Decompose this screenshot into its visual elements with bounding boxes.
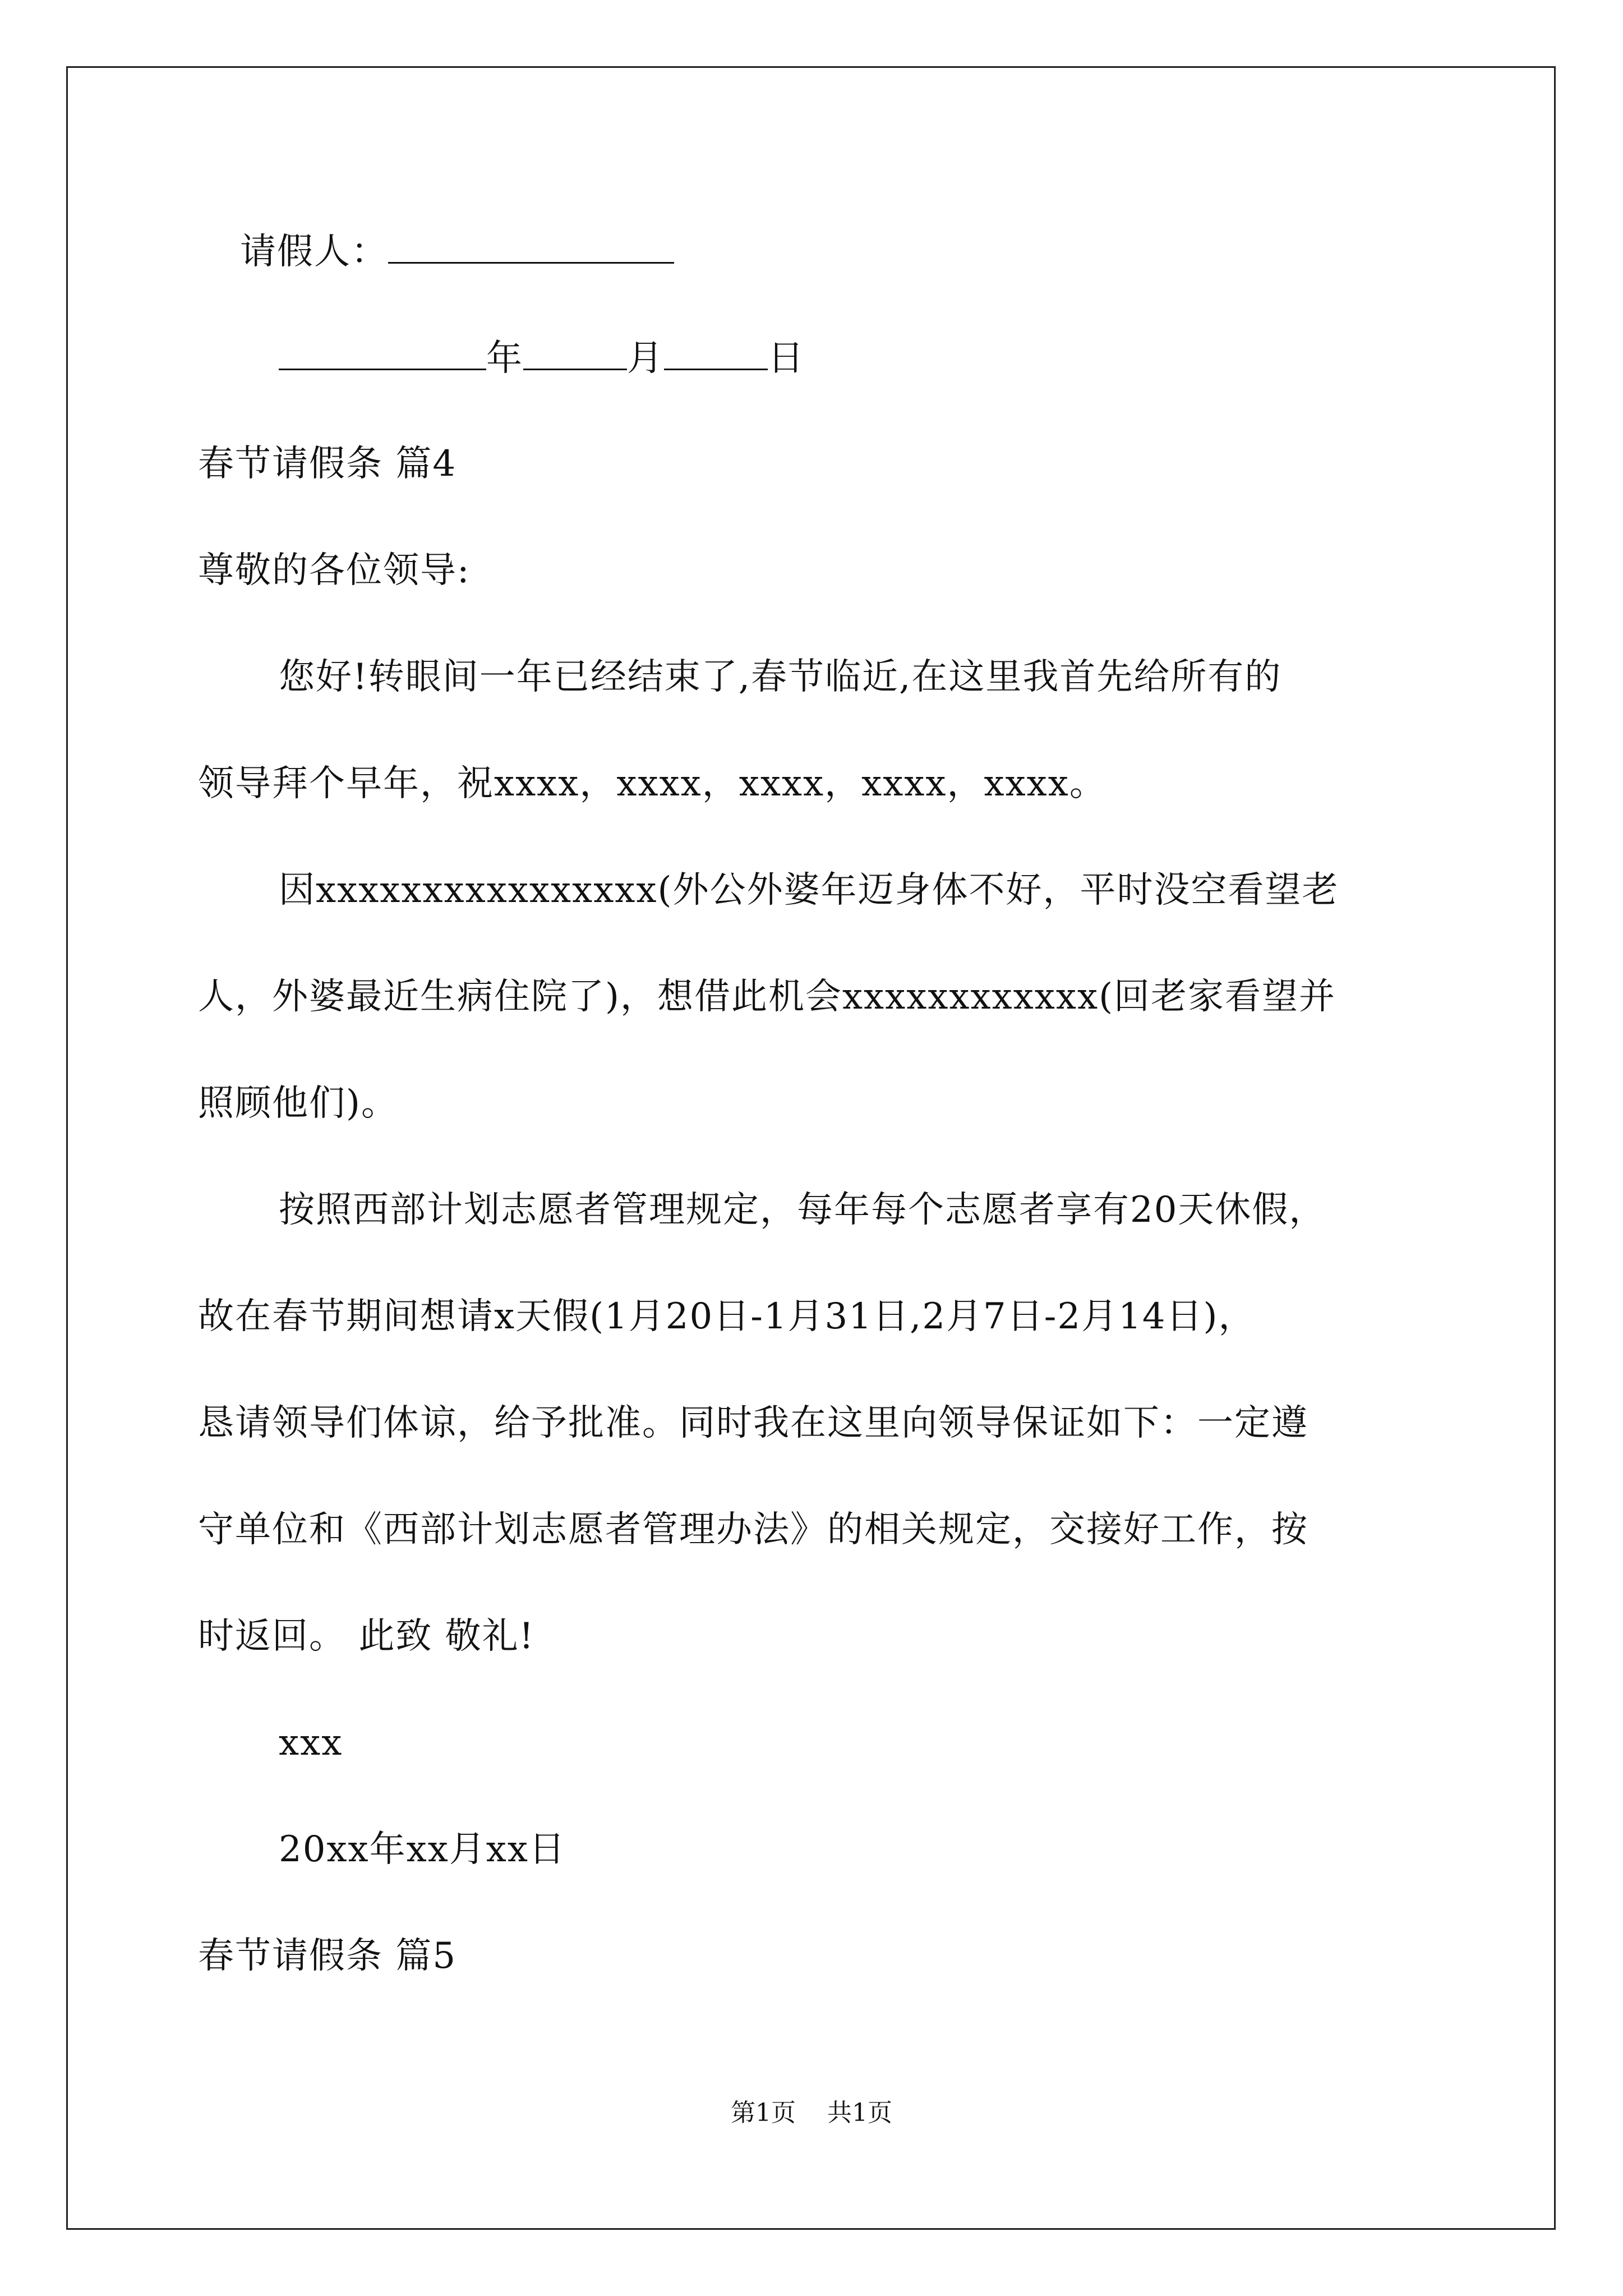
paragraph-2-line-1: 因xxxxxxxxxxxxxxxx(外公外婆年迈身体不好，平时没空看望老 (279, 869, 1339, 911)
requester-blank (388, 233, 674, 264)
paragraph-3-line-3: 恳请领导们体谅，给予批准。同时我在这里向领导保证如下：一定遵 (198, 1402, 1308, 1444)
day-label: 日 (768, 338, 805, 379)
signature-name: xxx (279, 1722, 343, 1764)
page-border (66, 66, 1556, 2230)
footer-page-number: 第1页 (731, 2099, 796, 2127)
paragraph-3-line-2: 故在春节期间想请x天假(1月20日-1月31日,2月7日-2月14日)， (198, 1296, 1256, 1337)
footer-page-total: 共1页 (827, 2099, 892, 2127)
requester-line (240, 231, 674, 273)
year-blank (279, 339, 486, 370)
paragraph-1-line-2: 领导拜个早年，祝xxxx，xxxx，xxxx，xxxx，xxxx。 (198, 763, 1106, 804)
month-blank (523, 339, 627, 370)
month-label: 月 (627, 338, 664, 379)
section-5-title: 春节请假条 篇5 (198, 1935, 457, 1977)
paragraph-3-line-4: 守单位和《西部计划志愿者管理办法》的相关规定，交接好工作，按 (198, 1509, 1308, 1550)
year-label: 年 (486, 338, 523, 379)
paragraph-2-line-3: 照顾他们)。 (198, 1083, 398, 1124)
day-blank (664, 339, 768, 370)
paragraph-3-line-1: 按照西部计划志愿者管理规定，每年每个志愿者享有20天休假， (279, 1189, 1326, 1231)
signature-date: 20xx年xx月xx日 (279, 1829, 566, 1870)
paragraph-3-line-5: 时返回。 此致 敬礼! (198, 1616, 535, 1657)
paragraph-2-line-2: 人，外婆最近生病住院了)，想借此机会xxxxxxxxxxxx(回老家看望并 (198, 976, 1336, 1018)
requester-label: 请假人： (240, 231, 388, 273)
page-footer (0, 2101, 1623, 2125)
salutation: 尊敬的各位领导: (198, 550, 471, 591)
date-blank-line (279, 338, 805, 379)
paragraph-1-line-1: 您好!转眼间一年已经结束了,春节临近,在这里我首先给所有的 (279, 656, 1282, 698)
section-4-title: 春节请假条 篇4 (198, 443, 457, 485)
